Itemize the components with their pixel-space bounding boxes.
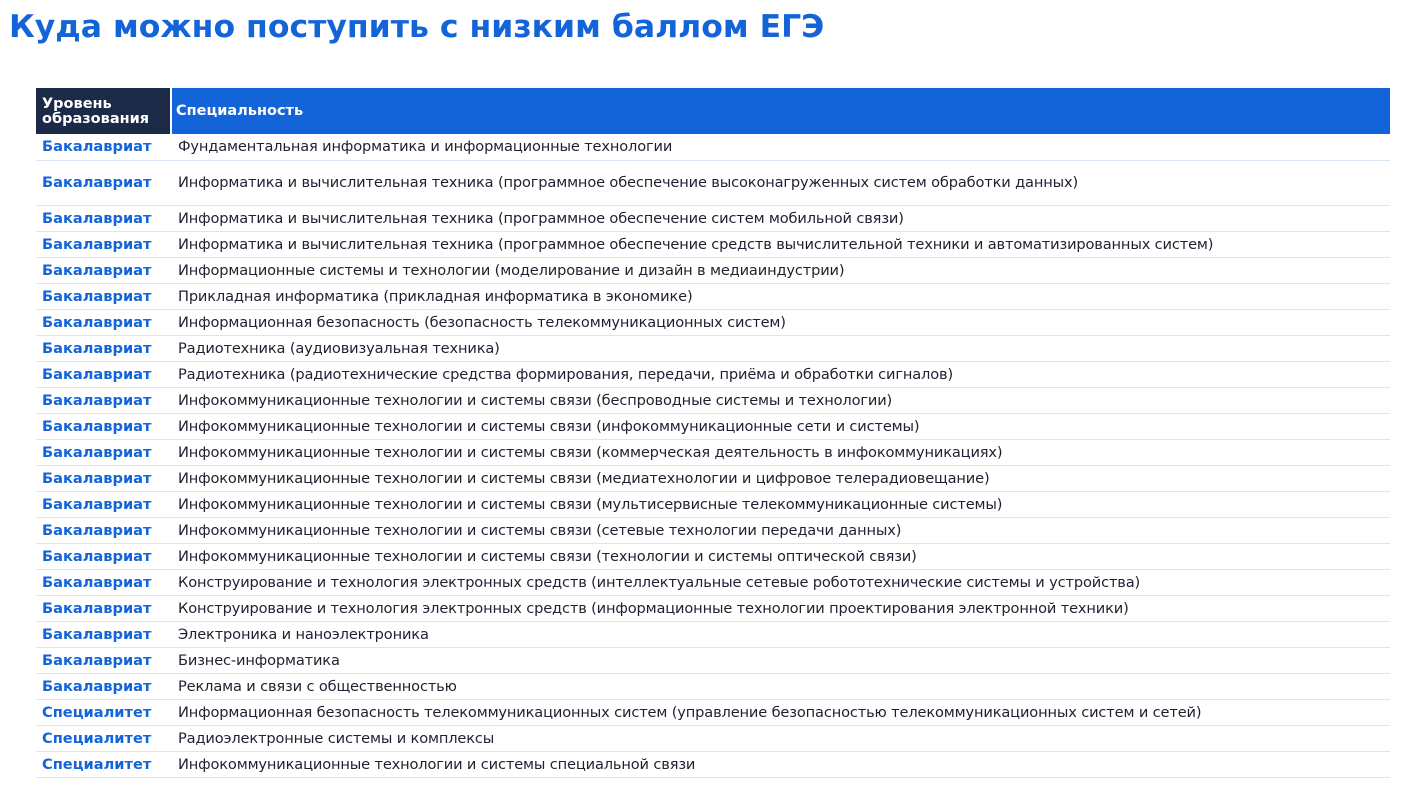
table-row bbox=[36, 517, 1390, 543]
table-row bbox=[36, 465, 1390, 491]
education-level-cell: Бакалавриат bbox=[36, 543, 171, 569]
education-level-cell: Бакалавриат bbox=[36, 647, 171, 673]
education-level-cell: Бакалавриат bbox=[36, 621, 171, 647]
table-row bbox=[36, 673, 1390, 699]
education-level-cell: Бакалавриат bbox=[36, 439, 171, 465]
specialty-cell: Информатика и вычислительная техника (программное обеспечение высоконагруженных систем обработки данных) bbox=[171, 160, 1390, 205]
education-level-cell: Специалитет bbox=[36, 751, 171, 777]
table-row bbox=[36, 439, 1390, 465]
education-level-cell: Бакалавриат bbox=[36, 309, 171, 335]
education-level-cell: Бакалавриат bbox=[36, 283, 171, 309]
specialty-cell: Информационная безопасность телекоммуникационных систем (управление безопасностью телекоммуникационных систем и сетей) bbox=[171, 699, 1390, 725]
table-row bbox=[36, 595, 1390, 621]
specialty-cell: Фундаментальная информатика и информационные технологии bbox=[171, 134, 1390, 160]
specialty-cell: Информационные системы и технологии (моделирование и дизайн в медиаиндустрии) bbox=[171, 257, 1390, 283]
header-education-level: Уровень образования bbox=[36, 88, 171, 134]
table-row bbox=[36, 257, 1390, 283]
table-row bbox=[36, 134, 1390, 160]
education-level-cell: Бакалавриат bbox=[36, 673, 171, 699]
table-row bbox=[36, 543, 1390, 569]
table-row bbox=[36, 647, 1390, 673]
table-row bbox=[36, 205, 1390, 231]
education-level-cell: Бакалавриат bbox=[36, 387, 171, 413]
table-header bbox=[36, 88, 1390, 134]
specialty-cell: Инфокоммуникационные технологии и системы связи (беспроводные системы и технологии) bbox=[171, 387, 1390, 413]
table-row bbox=[36, 361, 1390, 387]
table-row bbox=[36, 231, 1390, 257]
education-level-cell: Бакалавриат bbox=[36, 491, 171, 517]
table-row bbox=[36, 699, 1390, 725]
education-level-cell: Бакалавриат bbox=[36, 205, 171, 231]
education-level-cell: Бакалавриат bbox=[36, 231, 171, 257]
education-level-cell: Бакалавриат bbox=[36, 257, 171, 283]
specialty-cell: Конструирование и технология электронных средств (интеллектуальные сетевые робототехнические системы и устройства) bbox=[171, 569, 1390, 595]
education-level-cell: Бакалавриат bbox=[36, 335, 171, 361]
specialty-cell: Инфокоммуникационные технологии и системы связи (мультисервисные телекоммуникационные системы) bbox=[171, 491, 1390, 517]
education-level-cell: Бакалавриат bbox=[36, 569, 171, 595]
table-row bbox=[36, 335, 1390, 361]
specialty-cell: Прикладная информатика (прикладная информатика в экономике) bbox=[171, 283, 1390, 309]
education-level-cell: Специалитет bbox=[36, 725, 171, 751]
table-row bbox=[36, 309, 1390, 335]
table-row bbox=[36, 621, 1390, 647]
specialty-cell: Реклама и связи с общественностью bbox=[171, 673, 1390, 699]
education-level-cell: Бакалавриат bbox=[36, 517, 171, 543]
specialty-cell: Бизнес-информатика bbox=[171, 647, 1390, 673]
specialty-cell: Конструирование и технология электронных средств (информационные технологии проектирования электронной техники) bbox=[171, 595, 1390, 621]
education-level-cell: Бакалавриат bbox=[36, 595, 171, 621]
table-header-row bbox=[36, 88, 1390, 134]
specialty-cell: Электроника и наноэлектроника bbox=[171, 621, 1390, 647]
table-body bbox=[36, 134, 1390, 777]
education-level-cell: Бакалавриат bbox=[36, 361, 171, 387]
table-row bbox=[36, 751, 1390, 777]
table-row bbox=[36, 413, 1390, 439]
table-row bbox=[36, 569, 1390, 595]
table-row bbox=[36, 725, 1390, 751]
table-row bbox=[36, 387, 1390, 413]
page-title: Куда можно поступить с низким баллом ЕГЭ bbox=[9, 9, 825, 45]
education-level-cell: Бакалавриат bbox=[36, 134, 171, 160]
specialty-cell: Инфокоммуникационные технологии и системы связи (технологии и системы оптической связи) bbox=[171, 543, 1390, 569]
specialty-cell: Инфокоммуникационные технологии и системы специальной связи bbox=[171, 751, 1390, 777]
specialty-cell: Информационная безопасность (безопасность телекоммуникационных систем) bbox=[171, 309, 1390, 335]
specialty-cell: Инфокоммуникационные технологии и системы связи (медиатехнологии и цифровое телерадиовещание) bbox=[171, 465, 1390, 491]
education-level-cell: Специалитет bbox=[36, 699, 171, 725]
specialty-cell: Радиотехника (аудиовизуальная техника) bbox=[171, 335, 1390, 361]
table-row bbox=[36, 160, 1390, 205]
specialty-cell: Радиоэлектронные системы и комплексы bbox=[171, 725, 1390, 751]
education-level-cell: Бакалавриат bbox=[36, 413, 171, 439]
specialty-cell: Инфокоммуникационные технологии и системы связи (сетевые технологии передачи данных) bbox=[171, 517, 1390, 543]
table-row bbox=[36, 283, 1390, 309]
specialties-table-container bbox=[36, 88, 1390, 778]
table-row bbox=[36, 491, 1390, 517]
specialty-cell: Информатика и вычислительная техника (программное обеспечение систем мобильной связи) bbox=[171, 205, 1390, 231]
specialty-cell: Радиотехника (радиотехнические средства формирования, передачи, приёма и обработки сигналов) bbox=[171, 361, 1390, 387]
education-level-cell: Бакалавриат bbox=[36, 465, 171, 491]
education-level-cell: Бакалавриат bbox=[36, 160, 171, 205]
specialty-cell: Инфокоммуникационные технологии и системы связи (коммерческая деятельность в инфокоммуникациях) bbox=[171, 439, 1390, 465]
specialties-table bbox=[36, 88, 1390, 778]
header-specialty: Специальность bbox=[171, 88, 1390, 134]
specialty-cell: Информатика и вычислительная техника (программное обеспечение средств вычислительной техники и автоматизированных систем) bbox=[171, 231, 1390, 257]
specialty-cell: Инфокоммуникационные технологии и системы связи (инфокоммуникационные сети и системы) bbox=[171, 413, 1390, 439]
